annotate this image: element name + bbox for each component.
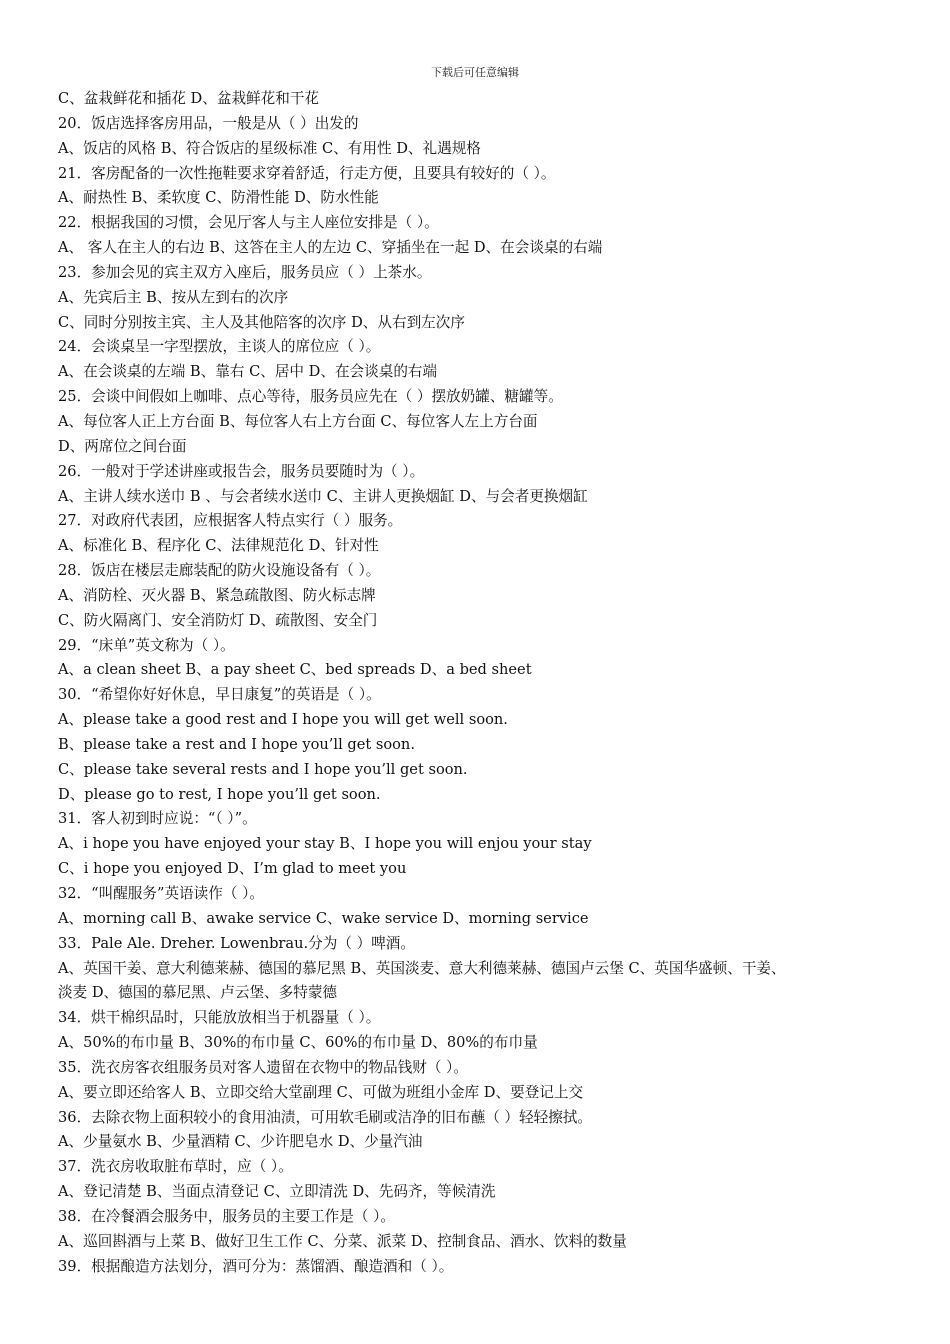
page-header: 下载后可任意编辑	[431, 66, 519, 79]
text-line: A、登记清楚 B、当面点清登记 C、立即清洗 D、先码齐，等候清洗	[58, 1183, 496, 1201]
text-line: A、主讲人续水送巾 B 、与会者续水送巾 C、主讲人更换烟缸 D、与会者更换烟缸	[58, 487, 588, 505]
document-body	[58, 87, 898, 1280]
text-line: 29．“床单”英文称为（ ）。	[58, 636, 235, 654]
text-line: 34．烘干棉织品时，只能放放相当于机器量（ ）。	[58, 1009, 381, 1027]
text-line: 32．“叫醒服务”英语读作（ ）。	[58, 885, 264, 902]
text-line: 38．在冷餐酒会服务中，服务员的主要工作是（ ）。	[58, 1207, 395, 1225]
text-line: A、a clean sheet B、a pay sheet C、bed spreads D、a bed sheet	[58, 661, 532, 679]
text-line: 35．洗衣房客衣组服务员对客人遗留在衣物中的物品钱财（ ）。	[58, 1058, 468, 1076]
text-line: C、please take several rests and I hope you’ll get soon.	[58, 760, 468, 778]
text-line: 30．“希望你好好休息，早日康复”的英语是（ ）。	[58, 686, 381, 704]
text-line: D、please go to rest, I hope you’ll get soon.	[58, 785, 381, 803]
text-line: A、巡回斟酒与上菜 B、做好卫生工作 C、分菜、派菜 D、控制食品、酒水、饮料的数量	[58, 1232, 627, 1250]
text-line: A、在会谈桌的左端 B、靠右 C、居中 D、在会谈桌的右端	[58, 363, 438, 381]
text-line: A、标准化 B、程序化 C、法律规范化 D、针对性	[58, 537, 379, 555]
text-line: 26．一般对于学述讲座或报告会，服务员要随时为（ ）。	[58, 462, 425, 480]
text-line: A、先宾后主 B、按从左到右的次序	[58, 288, 289, 306]
text-line: A、饭店的风格 B、符合饭店的星级标准 C、有用性 D、礼遇规格	[58, 139, 481, 157]
text-line: 21．客房配备的一次性拖鞋要求穿着舒适，行走方便，且要具有较好的（ ）。	[58, 164, 556, 182]
text-line: A、morning call B、awake service C、wake service D、morning service	[58, 909, 589, 927]
text-line: B、please take a rest and I hope you’ll get soon.	[58, 735, 415, 753]
text-line: C、同时分别按主宾、主人及其他陪客的次序 D、从右到左次序	[58, 313, 465, 331]
text-line: C、i hope you enjoyed D、I’m glad to meet you	[58, 860, 407, 878]
text-line: 36．去除衣物上面积较小的食用油渍，可用软毛刷或洁净的旧布蘸（ ）轻轻擦拭。	[58, 1108, 592, 1126]
text-line: 39．根据酿造方法划分，酒可分为：蒸馏酒、酿造酒和（ ）。	[58, 1257, 454, 1275]
text-line: A、耐热性 B、柔软度 C、防滑性能 D、防水性能	[58, 189, 379, 207]
text-line: C、盆栽鲜花和插花 D、盆栽鲜花和干花	[58, 90, 320, 107]
text-line: A、每位客人正上方台面 B、每位客人右上方台面 C、每位客人左上方台面	[58, 412, 538, 430]
text-line: 22．根据我国的习惯，会见厅客人与主人座位安排是（ ）。	[58, 214, 439, 232]
text-line: A、消防栓、灭火器 B、紧急疏散图、防火标志牌	[58, 586, 376, 604]
text-line: 20．饭店选择客房用品，一般是从（ ）出发的	[58, 114, 359, 132]
text-line: C、防火隔离门、安全消防灯 D、疏散图、安全门	[58, 611, 378, 629]
text-line: 23．参加会见的宾主双方入座后，服务员应（ ）上茶水。	[58, 263, 432, 281]
text-line: A、少量氨水 B、少量酒精 C、少许肥皂水 D、少量汽油	[58, 1133, 423, 1151]
text-line: 37．洗衣房收取脏布草时，应（ ）。	[58, 1158, 293, 1176]
text-line: 27．对政府代表团，应根据客人特点实行（ ）服务。	[58, 512, 403, 530]
text-line: 25．会谈中间假如上咖啡、点心等待，服务员应先在（ ）摆放奶罐、糖罐等。	[58, 388, 563, 406]
text-line: A、英国干姜、意大利德莱赫、德国的慕尼黑 B、英国淡麦、意大利德莱赫、德国卢云堡 C、英国华盛顿、干姜、	[58, 959, 786, 977]
text-line: D、两席位之间台面	[58, 437, 187, 455]
text-line: 31．客人初到时应说：“（ ）”。	[58, 810, 257, 828]
text-line: A、50%的布巾量 B、30%的布巾量 C、60%的布巾量 D、80%的布巾量	[58, 1034, 538, 1052]
text-line: 28．饭店在楼层走廊装配的防火设施设备有（ ）。	[58, 562, 381, 580]
text-line: 33．Pale Ale. Dreher. Lowenbrau.分为（ ）啤酒。	[58, 934, 415, 952]
text-line: 24．会谈桌呈一字型摆放，主谈人的席位应（ ）。	[58, 338, 381, 356]
text-line: A、 客人在主人的右边 B、这答在主人的左边 C、穿插坐在一起 D、在会谈桌的右端	[58, 239, 603, 257]
text-line: A、要立即还给客人 B、立即交给大堂副理 C、可做为班组小金库 D、要登记上交	[58, 1083, 584, 1101]
text-line: A、please take a good rest and I hope you will get well soon.	[58, 711, 508, 729]
text-line: A、i hope you have enjoyed your stay B、I hope you will enjou your stay	[58, 835, 592, 853]
text-line: 淡麦 D、德国的慕尼黑、卢云堡、多特蒙德	[58, 984, 338, 1002]
